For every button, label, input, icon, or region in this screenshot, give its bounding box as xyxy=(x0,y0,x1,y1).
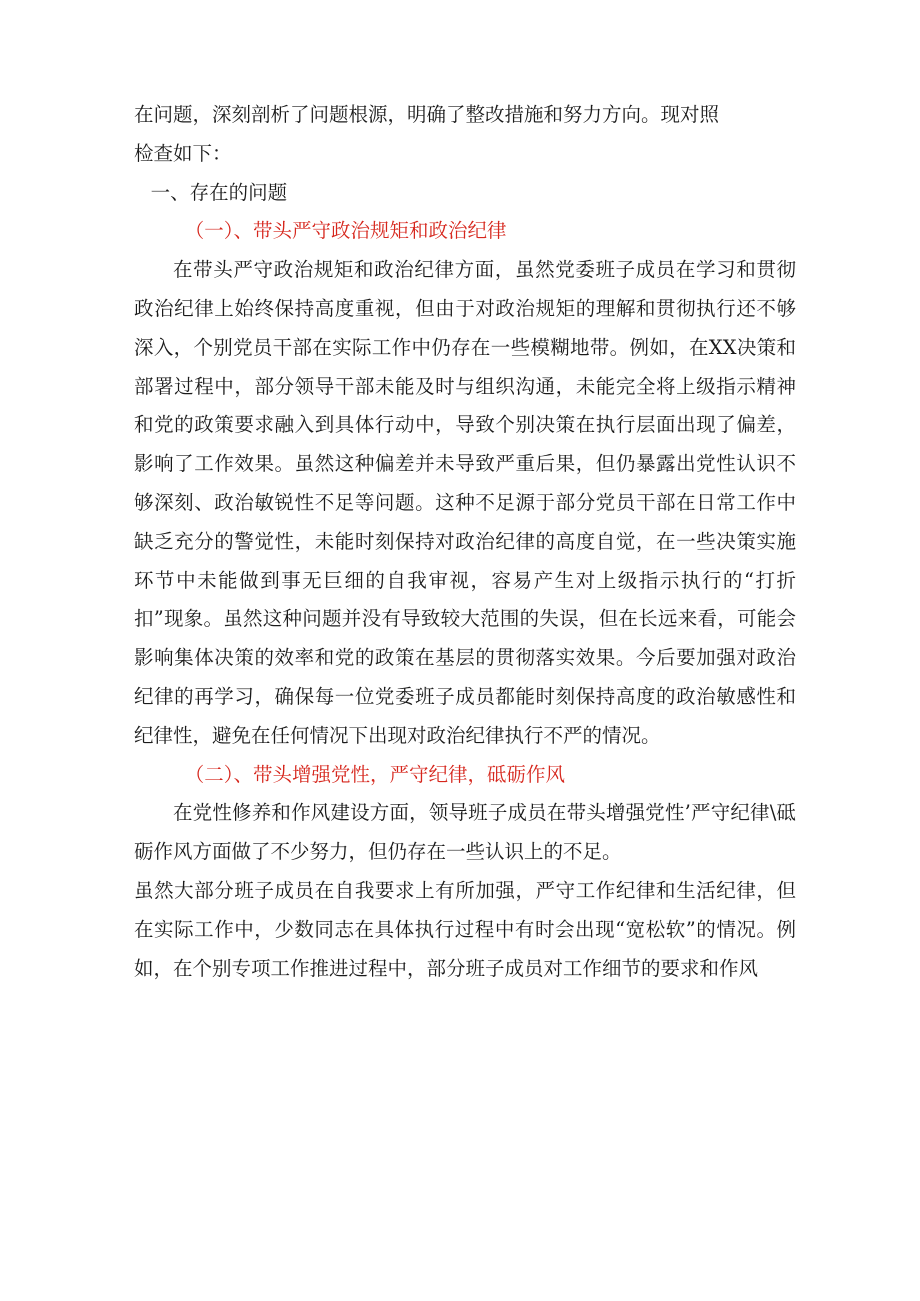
subsection-1-paragraph: 在带头严守政治规矩和政治纪律方面，虽然党委班子成员在学习和贯彻政治纪律上始终保持高度重视，但由于对政治规矩的理解和贯彻执行还不够深入，个别党员干部在实际工作中仍存在一些模糊地带。例如，在XX决策和部署过程中，部分领导干部未能及时与组织沟通，未能完全将上级指示精神和党的政策要求融入到具体行动中，导致个别决策在执行层面出现了偏差，影响了工作效果。虽然这种偏差并未导致严重后果，但仍暴露出党性认识不够深刻、政治敏锐性不足等问题。这种不足源于部分党员干部在日常工作中缺乏充分的警觉性，未能时刻保持对政治纪律的高度自觉，在一些决策实施环节中未能做到事无巨细的自我审视，容易产生对上级指示执行的“打折扣”现象。虽然这种问题并没有导致较大范围的失误，但在长远来看，可能会影响集体决策的效率和党的政策在基层的贯彻落实效果。今后要加强对政治纪律的再学习，确保每一位党委班子成员都能时刻保持高度的政治敏感性和纪律性，避免在任何情况下出现对政治纪律执行不严的情况。 xyxy=(134,258,796,747)
subsection-2-paragraph-2: 虽然大部分班子成员在自我要求上有所加强，严守工作纪律和生活纪律，但在实际工作中，少数同志在具体执行过程中有时会出现“宽松软”的情况。例如，在个别专项工作推进过程中，部分班子成员对工作细节的要求和作风 xyxy=(134,878,796,980)
subsection-heading-2: （二）、带头增强党性，严守纪律，砥砺作风 xyxy=(184,762,565,786)
document-body xyxy=(134,96,796,988)
section-heading-problems: 一、存在的问题 xyxy=(150,180,288,204)
intro-line-1: 在问题，深刻剖析了问题根源，明确了整改措施和努力方向。现对照 xyxy=(134,103,720,126)
subsection-2-paragraph-1: 在党性修养和作风建设方面，领导班子成员在带头增强党性’严守纪律\砥砺作风方面做了不少努力，但仍存在一些认识上的不足。 xyxy=(134,801,796,864)
subsection-heading-1: （一）、带头严守政治规矩和政治纪律 xyxy=(184,219,507,243)
intro-line-2: 检查如下： xyxy=(134,141,232,165)
